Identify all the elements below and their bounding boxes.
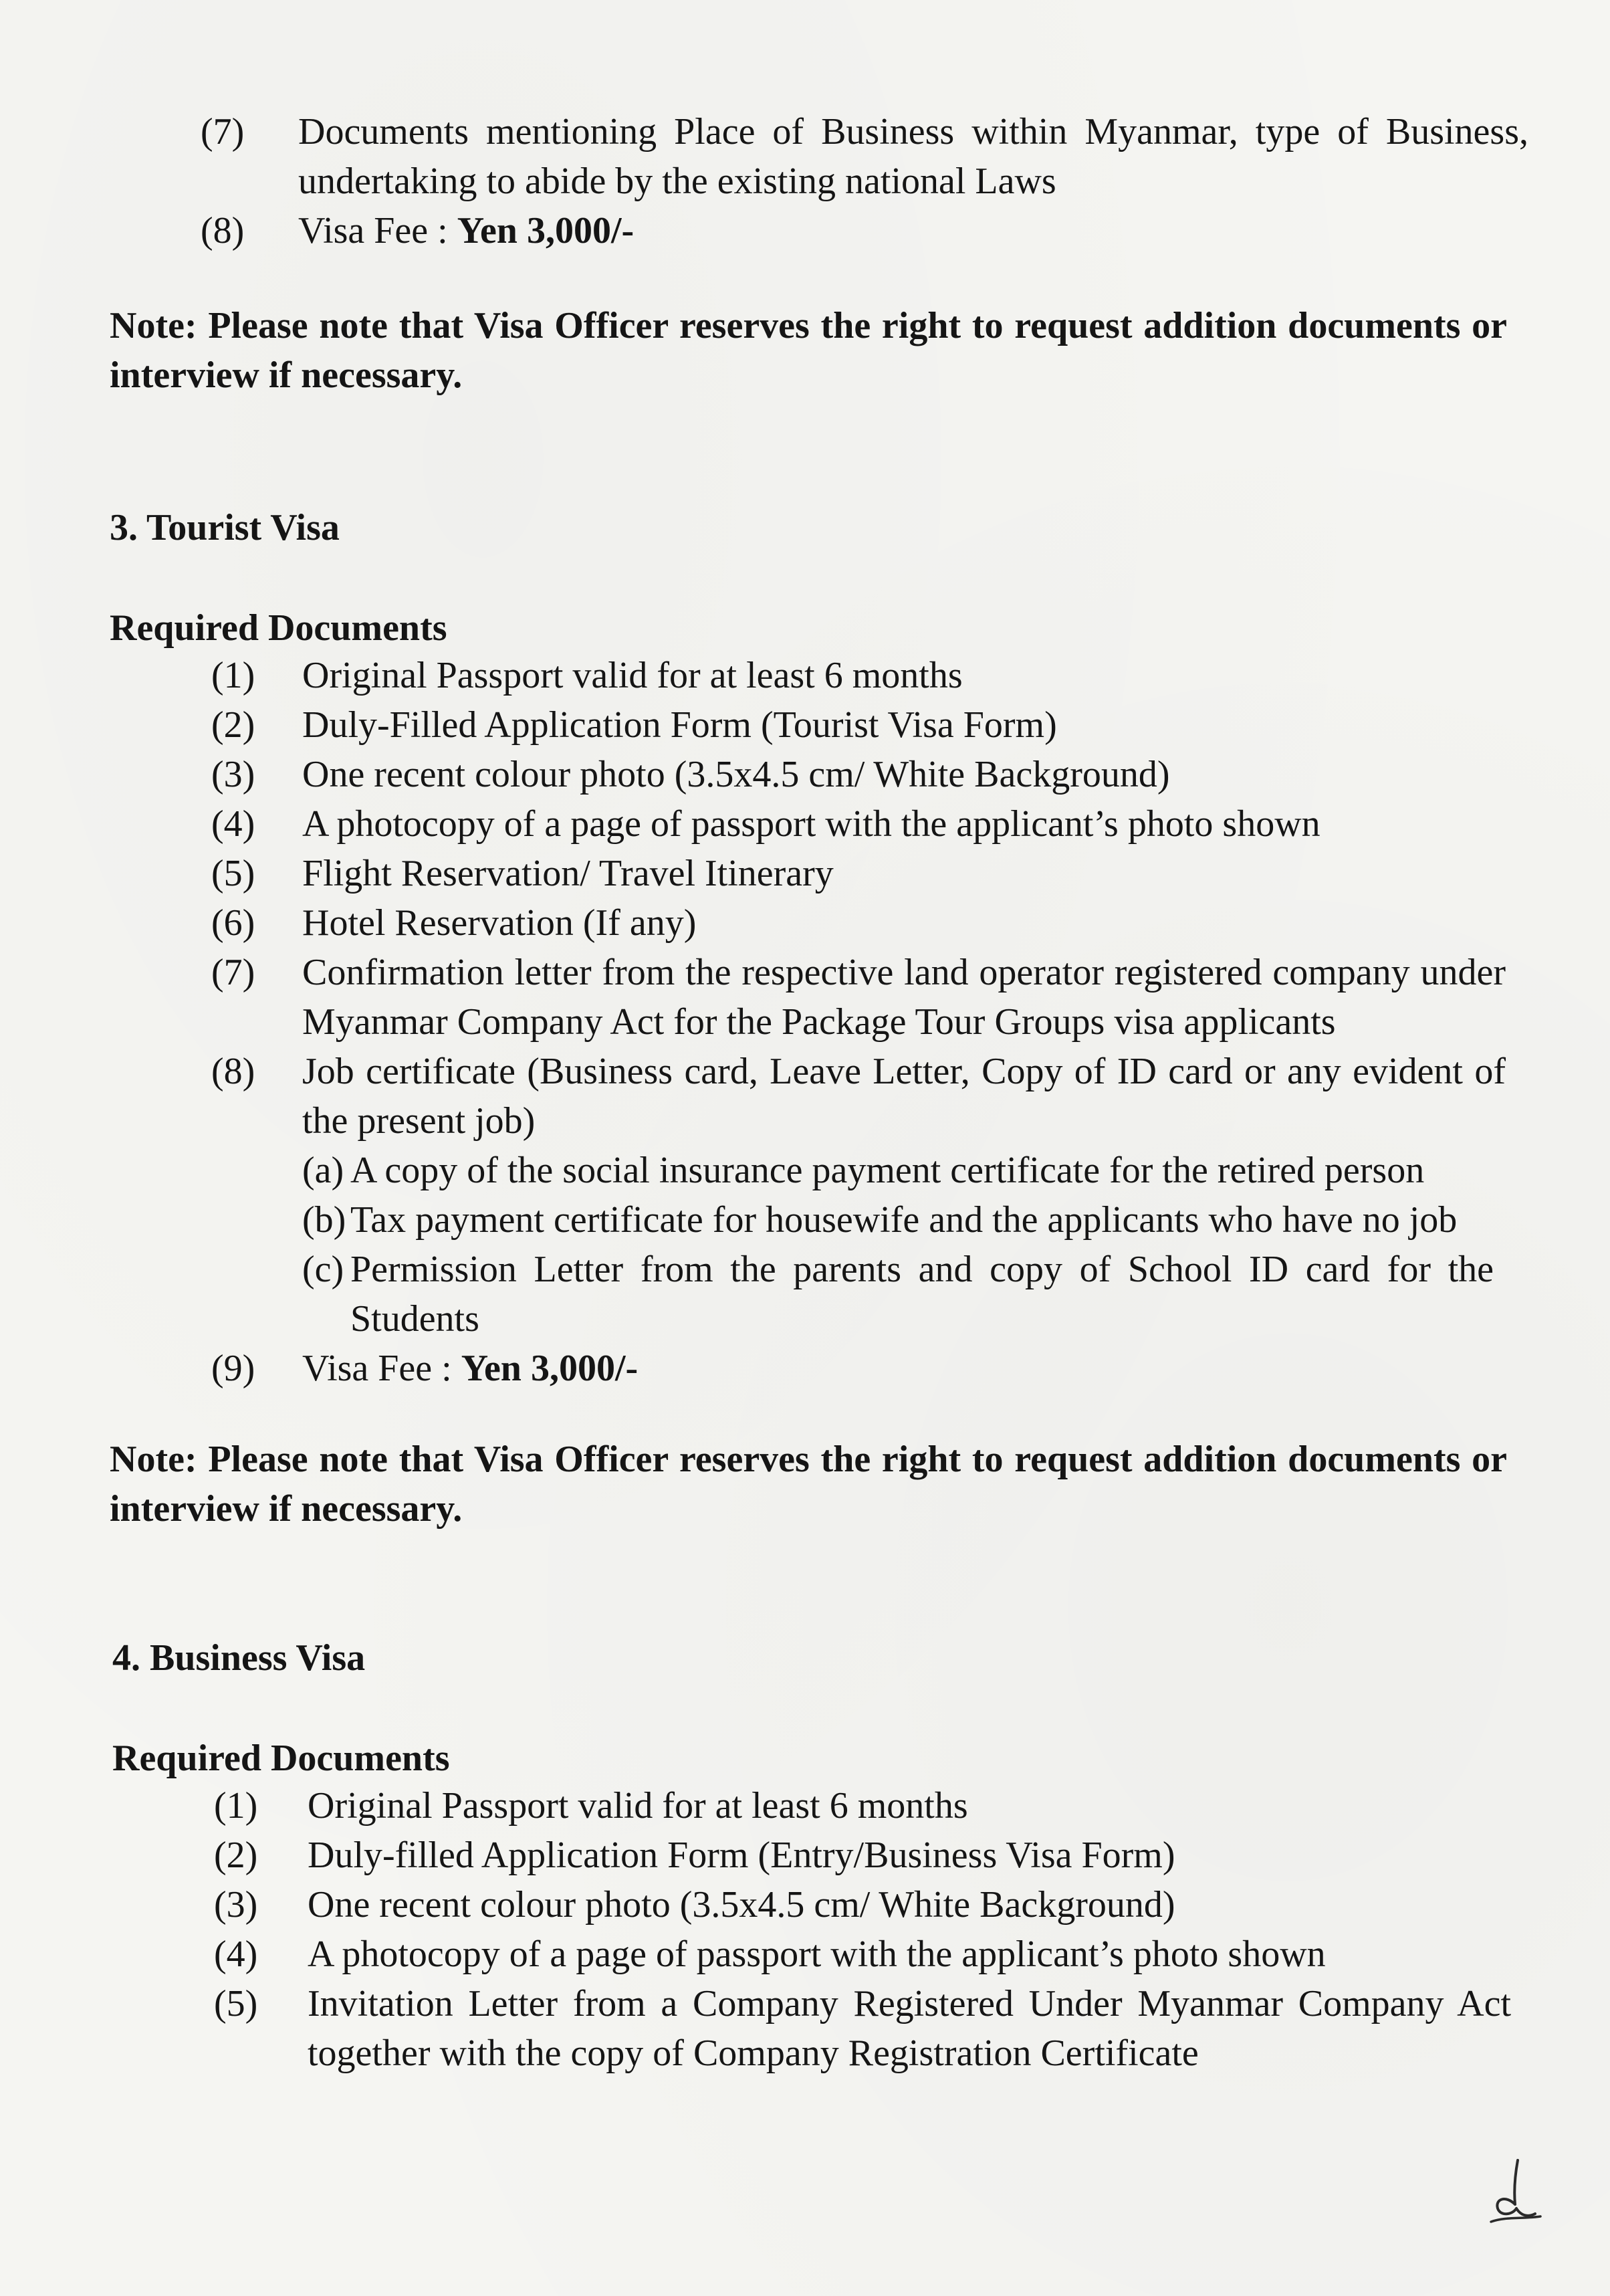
item-text: Flight Reservation/ Travel Itinerary	[302, 853, 834, 894]
required-documents-heading: Required Documents	[112, 1738, 450, 1779]
sub-item-text: Tax payment certificate for housewife and the applicants who have no job	[350, 1199, 1458, 1241]
sub-item-text: A copy of the social insurance payment certificate for the retired person	[350, 1150, 1425, 1191]
item-text: One recent colour photo (3.5x4.5 cm/ White Background)	[302, 754, 1170, 795]
item-number: (8)	[211, 1051, 255, 1092]
item-number: (7)	[211, 952, 255, 993]
item-number: (4)	[211, 803, 255, 845]
section-heading-tourist: 3. Tourist Visa	[110, 507, 340, 548]
handwritten-initial-signature	[1486, 2155, 1546, 2228]
sub-item-letter: (a)	[302, 1150, 344, 1191]
item-number: (1)	[214, 1785, 258, 1827]
item-number: (9)	[211, 1348, 255, 1389]
item-text: Invitation Letter from a Company Registered Under Myanmar Company Act together with the copy of Company Registration Certificate	[308, 1983, 1511, 2074]
item-number: (1)	[211, 655, 255, 696]
item-number: (2)	[211, 704, 255, 746]
sub-item-letter: (b)	[302, 1199, 346, 1241]
item-number: (5)	[211, 853, 255, 894]
visa-fee-value: Yen 3,000/-	[461, 1348, 639, 1389]
item-text: Documents mentioning Place of Business within Myanmar, type of Business, undertaking to abide by the existing national Laws	[298, 111, 1528, 202]
visa-fee-line	[298, 206, 1528, 255]
sub-item-letter: (c)	[302, 1249, 344, 1290]
item-text: Duly-Filled Application Form (Tourist Visa Form)	[302, 704, 1057, 746]
visa-fee-line	[302, 1344, 1506, 1393]
item-text: Original Passport valid for at least 6 months	[308, 1785, 968, 1827]
visa-fee-label: Visa Fee :	[298, 210, 448, 251]
item-text: Hotel Reservation (If any)	[302, 902, 697, 944]
item-text: A photocopy of a page of passport with the applicant’s photo shown	[308, 1934, 1326, 1975]
item-number: (6)	[211, 902, 255, 944]
item-text: Duly-filled Application Form (Entry/Business Visa Form)	[308, 1835, 1175, 1876]
visa-fee-value: Yen 3,000/-	[457, 210, 635, 251]
item-text: Original Passport valid for at least 6 months	[302, 655, 963, 696]
item-number: (7)	[201, 111, 245, 152]
item-number: (8)	[201, 210, 245, 251]
item-number: (2)	[214, 1835, 258, 1876]
item-text: A photocopy of a page of passport with the applicant’s photo shown	[302, 803, 1320, 845]
item-text: Confirmation letter from the respective land operator registered company under Myanmar Company Act for the Package Tour Groups visa applicants	[302, 952, 1506, 1043]
item-number: (3)	[214, 1884, 258, 1925]
section-heading-business: 4. Business Visa	[112, 1637, 366, 1679]
item-text: Job certificate (Business card, Leave Letter, Copy of ID card or any evident of the present job)	[302, 1051, 1506, 1142]
item-number: (5)	[214, 1983, 258, 2024]
required-documents-heading: Required Documents	[110, 607, 447, 649]
note-paragraph: Note: Please note that Visa Officer reserves the right to request addition documents or interview if necessary.	[110, 1439, 1507, 1530]
item-number: (3)	[211, 754, 255, 795]
item-text: One recent colour photo (3.5x4.5 cm/ White Background)	[308, 1884, 1175, 1925]
item-number: (4)	[214, 1934, 258, 1975]
note-paragraph: Note: Please note that Visa Officer reserves the right to request addition documents or interview if necessary.	[110, 305, 1507, 396]
visa-fee-label: Visa Fee :	[302, 1348, 452, 1389]
sub-item-text: Permission Letter from the parents and copy of School ID card for the Students	[350, 1249, 1494, 1340]
